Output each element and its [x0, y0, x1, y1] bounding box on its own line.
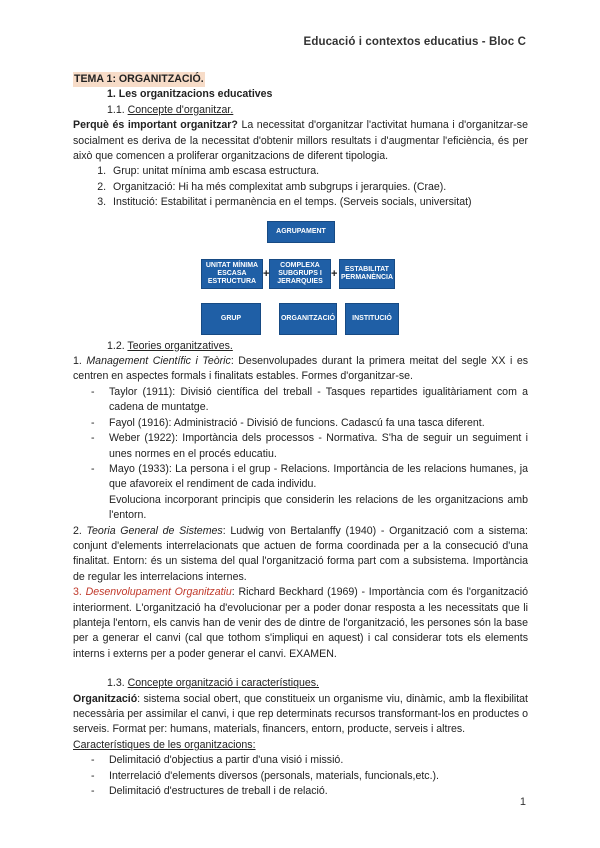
characteristics-title: Característiques de les organitzacions: [73, 738, 256, 751]
list-item: - Taylor (1911): Divisió científica del treball - Tasques repartides igualitàriament com a cadena de muntatge. [73, 385, 528, 416]
characteristics-list [73, 753, 528, 799]
grouping-diagram [73, 211, 528, 339]
subsection-1-1: 1.1. Concepte d'organitzar. [107, 103, 234, 116]
subsection-1-3: 1.3. Concepte organització i característiques. [107, 677, 320, 690]
list-item: - Interrelació d'elements diversos (personals, materials, funcionals,etc.). [73, 769, 528, 784]
page-header: Educació i contextos educatius - Bloc C [303, 36, 526, 48]
diagram-mid-box: UNITAT MÍNIMA ESCASA ESTRUCTURA [201, 259, 263, 289]
list-item: 3. Institució: Estabilitat i permanència en el temps. (Serveis socials, universitat) [109, 195, 528, 210]
theory-2: 2. Teoria General de Sistemes: Ludwig von Bertalanffy (1940) - Organització com a sistema: conjunt d'elements interrelacionats que actuen de forma coordinada per a la consecució d'una finalitat. Entorn: és un sistema del qual l'organització forma part com a subsistema. Importància de regular les interrelacions internes. [73, 524, 528, 583]
section-1-title: 1. Les organitzacions educatives [107, 88, 273, 101]
subsection-1-2: 1.2. Teories organitzatives. [107, 339, 233, 352]
list-item: - Fayol (1916): Administració - Divisió de funcions. Cadascú fa una tasca diferent. [73, 416, 528, 431]
topic-title: TEMA 1: ORGANITZACIÓ. [73, 72, 205, 87]
authors-list [73, 385, 528, 493]
list-item: 2. Organització: Hi ha més complexitat amb subgrups i jerarquies. (Crae). [109, 180, 528, 195]
page-number: 1 [519, 796, 526, 808]
plus-sign: + [331, 267, 338, 280]
evolution-note: Evoluciona incorporant principis que considerin les relacions de les organitzacions amb l'entorn. [109, 493, 528, 522]
diagram-mid-box: COMPLEXA SUBGRUPS I JERARQUIES [269, 259, 331, 289]
list-item: - Delimitació d'objectius a partir d'una visió i missió. [73, 753, 528, 768]
intro-paragraph: Perquè és important organitzar? La necessitat d'organitzar l'activitat humana i d'organitzar-se socialment es deriva de la necessitat d'obtenir millors resultats i d'augmentar l'eficiència, és per això que comencen a proliferar organitzacions de diferent tipologia. [73, 119, 528, 163]
diagram-top-box: AGRUPAMENT [267, 221, 335, 243]
list-item: - Mayo (1933): La persona i el grup - Relacions. Importància de les relacions humanes, ja que afavoreix el rendiment de cada individu. [73, 462, 528, 493]
list-item: 1. Grup: unitat mínima amb escasa estructura. [109, 164, 528, 179]
list-item: - Weber (1922): Importància dels processos - Normativa. S'ha de seguir un seguiment i unes normes en el procés educatiu. [73, 431, 528, 462]
diagram-bottom-box: ORGANITZACIÓ [279, 303, 337, 335]
theory-3: 3. Desenvolupament Organitzatiu: Richard Beckhard (1969) - Importància com és l'organització interiorment. L'organització ha d'evolucionar per a poder donar resposta a les necessitats que li planteja l'entorn, els canvis han de venir des de dintre de l'organització, les persones són la base per a generar el canvi (cal que tothom s'impliqui en aquest) i cal considerar tots els elements interns i externs per a poder generar el canvi. EXAMEN. [73, 586, 528, 660]
plus-sign: + [263, 267, 270, 280]
organization-definition: Organització: sistema social obert, que constitueix un organisme viu, dinàmic, amb la flexibilitat necessària per assimilar el canvi, i que rep determinats recursos transformant-los en productes o serveis. Format per: humans, materials, financers, entorn, producte, serveis i altres. [73, 692, 528, 736]
list-item: - Delimitació d'estructures de treball i de relació. [73, 784, 528, 799]
document-body [73, 72, 528, 799]
diagram-bottom-box: INSTITUCIÓ [345, 303, 399, 335]
diagram-mid-box: ESTABILITAT PERMANÈNCIA [339, 259, 395, 289]
types-list [73, 164, 528, 210]
theory-1: 1. Management Científic i Teòric: Desenvolupades durant la primera meitat del segle XX i es centren en aspectes formals i finalitats estables. Formes d'organitzar-se. [73, 355, 529, 383]
diagram-bottom-box: GRUP [201, 303, 261, 335]
